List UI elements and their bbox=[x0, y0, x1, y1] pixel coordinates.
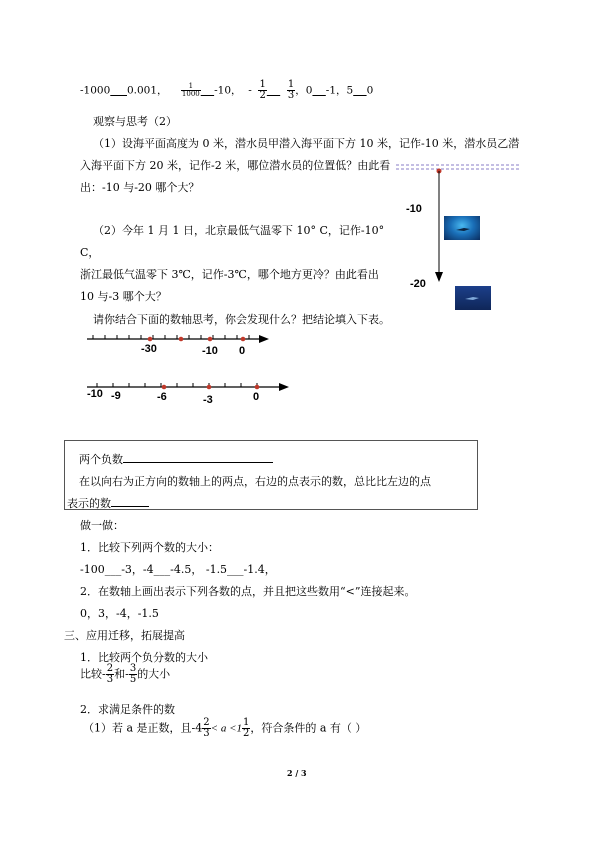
section3-item1: 1．比较两个负分数的大小 bbox=[80, 651, 208, 664]
fraction-1-2: $\frac{1}{2}$ bbox=[259, 79, 266, 101]
observe-p3: 请你结合下面的数轴思考，你会发现什么？把结论填入下表。 bbox=[93, 313, 390, 326]
compare-f: -1，5 bbox=[325, 84, 354, 97]
conclusion-box bbox=[64, 440, 478, 510]
fraction-2-3-b: $\frac{2}{3}$ bbox=[203, 717, 210, 739]
axis2-label-neg9: -9 bbox=[111, 390, 121, 402]
axis-1-line bbox=[85, 330, 270, 344]
diver-photo-1 bbox=[444, 216, 480, 240]
axis1-label-0: 0 bbox=[239, 345, 246, 357]
conclusion-line1: 两个负数 bbox=[79, 451, 273, 467]
section3-item2: 2．求满足条件的数 bbox=[80, 703, 175, 716]
axis2-label-neg3: -3 bbox=[203, 394, 213, 406]
fraction-1-2-b: $\frac{1}{2}$ bbox=[243, 717, 250, 739]
compare-c: -10， bbox=[214, 84, 242, 97]
practice-item2-nums: 0，3，-4，-1.5 bbox=[80, 607, 159, 620]
section3-item1-compare: 比较- $\frac{2}{3}$ 和- $\frac{3}{5}$ 的大小 bbox=[80, 663, 171, 685]
number-line-1 bbox=[85, 330, 270, 360]
section-observe-title: 观察与思考（2） bbox=[93, 115, 177, 128]
diver-photo-2 bbox=[455, 286, 491, 310]
section3-item2-sub: （1）若 a 是正数，且-4 $\frac{2}{3}$ < a <1 $\frac{1}{2}$ ，符合条件的 a 有（ ） bbox=[83, 717, 367, 739]
compare-e: ，0 bbox=[295, 84, 313, 97]
observe-p1-line3: 出：-10 与-20 哪个大？ bbox=[80, 181, 200, 194]
axis2-label-0: 0 bbox=[253, 391, 260, 403]
number-line-2 bbox=[85, 378, 290, 408]
page-number: 2 / 3 bbox=[287, 768, 307, 778]
conclusion-line2: 在以向右为正方向的数轴上的两点，右边的点表示的数，总比比左边的点 bbox=[79, 475, 431, 488]
observe-p1-line1: （1）设海平面高度为 0 米，潜水员甲潜入海平面下方 10 米，记作-10 米，潜水员乙潜 bbox=[93, 137, 520, 150]
practice-item2: 2．在数轴上画出表示下列各数的点，并且把这些数用“<”连接起来。 bbox=[80, 585, 416, 598]
practice-item1: 1．比较下列两个数的大小： bbox=[80, 541, 219, 554]
fraction-1-1000: $\frac{1}{1000}$ bbox=[181, 82, 200, 98]
axis2-label-neg6: -6 bbox=[157, 391, 167, 403]
observe-p2-line4: 10 与-3 哪个大？ bbox=[80, 290, 167, 303]
fraction-1-3: $\frac{1}{3}$ bbox=[287, 79, 295, 101]
compare-line bbox=[80, 80, 373, 101]
diver-label-b: -20 bbox=[410, 278, 426, 290]
fraction-2-3: $\frac{2}{3}$ bbox=[106, 663, 114, 685]
compare-a: -1000 bbox=[80, 84, 111, 97]
fraction-3-5: $\frac{3}{5}$ bbox=[129, 663, 137, 685]
practice-title: 做一做： bbox=[80, 519, 124, 532]
section3-title: 三、应用迁移，拓展提高 bbox=[64, 629, 185, 642]
conclusion-blank-2[interactable] bbox=[111, 495, 149, 507]
observe-p2-line3: 浙江最低气温零下 3℃，记作-3℃，哪个地方更冷？由此看出 bbox=[80, 268, 379, 281]
observe-p2-line1: （2）今年 1 月 1 日，北京最低气温零下 10° C，记作-10° bbox=[93, 224, 385, 237]
practice-item1-expr: -100___-3，-4___-4.5， -1.5___-1.4， bbox=[80, 563, 276, 576]
conclusion-line3: 表示的数 bbox=[67, 495, 149, 511]
diver-figure bbox=[396, 158, 520, 318]
axis1-label-neg30: -30 bbox=[141, 343, 157, 355]
observe-p1-line2: 入海平面下方 20 米，记作-2 米，哪位潜水员的位置低？由此看 bbox=[80, 159, 391, 172]
axis1-label-neg10: -10 bbox=[202, 345, 218, 357]
observe-p2-line2: C， bbox=[80, 246, 100, 259]
compare-d-sign: - bbox=[248, 84, 252, 97]
compare-g: 0 bbox=[366, 84, 374, 97]
axis2-label-neg10: -10 bbox=[87, 388, 103, 400]
compare-b: 0.001， bbox=[126, 84, 168, 97]
conclusion-blank-1[interactable] bbox=[123, 451, 273, 463]
diver-label-a: -10 bbox=[406, 203, 422, 215]
